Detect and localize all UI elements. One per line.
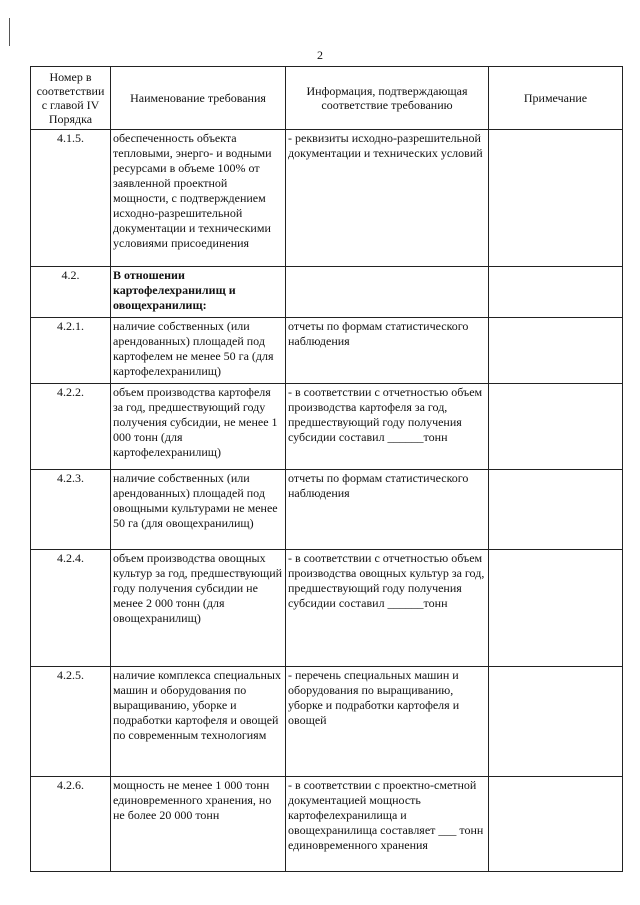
- header-note: Примечание: [489, 67, 623, 130]
- row-requirement: мощность не менее 1 000 тонн единовременного хранения, но не более 20 000 тонн: [111, 777, 286, 872]
- row-note: [489, 550, 623, 667]
- row-info: [286, 267, 489, 318]
- row-info: отчеты по формам статистического наблюдения: [286, 470, 489, 550]
- table-row: [31, 470, 623, 550]
- row-requirement: наличие собственных (или арендованных) площадей под картофелем не менее 50 га (для картофелехранилищ): [111, 318, 286, 384]
- table-row: [31, 130, 623, 267]
- requirements-table: [30, 66, 623, 872]
- row-requirement: наличие собственных (или арендованных) площадей под овощными культурами не менее 50 га (для овощехранилищ): [111, 470, 286, 550]
- row-note: [489, 777, 623, 872]
- table-row: [31, 667, 623, 777]
- row-number: 4.2.: [31, 267, 111, 318]
- table-header-row: [31, 67, 623, 130]
- row-number: 4.2.3.: [31, 470, 111, 550]
- row-number: 4.2.4.: [31, 550, 111, 667]
- row-note: [489, 130, 623, 267]
- row-info: - в соответствии с проектно-сметной документацией мощность картофелехранилища и овощехранилища составляет ___ тонн единовременного хранения: [286, 777, 489, 872]
- row-info: - в соответствии с отчетностью объем производства картофеля за год, предшествующий году получения субсидии составил ______тонн: [286, 384, 489, 470]
- row-info: - реквизиты исходно-разрешительной документации и технических условий: [286, 130, 489, 267]
- row-number: 4.2.6.: [31, 777, 111, 872]
- table-row: [31, 777, 623, 872]
- row-requirement: [111, 267, 286, 318]
- header-requirement: Наименование требования: [111, 67, 286, 130]
- row-number: 4.2.1.: [31, 318, 111, 384]
- table-row: [31, 267, 623, 318]
- table-row: [31, 384, 623, 470]
- row-info: - в соответствии с отчетностью объем производства овощных культур за год, предшествующий году получения субсидии составил ______тонн: [286, 550, 489, 667]
- row-note: [489, 667, 623, 777]
- table-row: [31, 550, 623, 667]
- page-number: 2: [317, 48, 323, 62]
- row-info: отчеты по формам статистического наблюдения: [286, 318, 489, 384]
- header-info: Информация, подтверждающая соответствие требованию: [286, 67, 489, 130]
- margin-mark: [9, 18, 10, 46]
- row-info: - перечень специальных машин и оборудования по выращиванию, уборке и подработки картофеля и овощей: [286, 667, 489, 777]
- row-number: 4.2.2.: [31, 384, 111, 470]
- table-row: [31, 318, 623, 384]
- row-note: [489, 318, 623, 384]
- row-note: [489, 384, 623, 470]
- row-requirement: обеспеченность объекта тепловыми, энерго- и водными ресурсами в объеме 100% от заявленной проектной мощности, с подтверждением исходно-разрешительной документации и техническими условиями присоединения: [111, 130, 286, 267]
- row-note: [489, 267, 623, 318]
- row-number: 4.1.5.: [31, 130, 111, 267]
- row-requirement: объем производства овощных культур за год, предшествующий году получения субсидии не менее 2 000 тонн (для овощехранилищ): [111, 550, 286, 667]
- row-note: [489, 470, 623, 550]
- header-number: Номер в соответствии с главой IV Порядка: [31, 67, 111, 130]
- row-requirement: наличие комплекса специальных машин и оборудования по выращиванию, уборке и подработки картофеля и овощей по современным технологиям: [111, 667, 286, 777]
- row-number: 4.2.5.: [31, 667, 111, 777]
- section-heading: В отношении картофелехранилищ и овощехранилищ:: [113, 268, 236, 312]
- row-requirement: объем производства картофеля за год, предшествующий году получения субсидии, не менее 1 000 тонн (для картофелехранилищ): [111, 384, 286, 470]
